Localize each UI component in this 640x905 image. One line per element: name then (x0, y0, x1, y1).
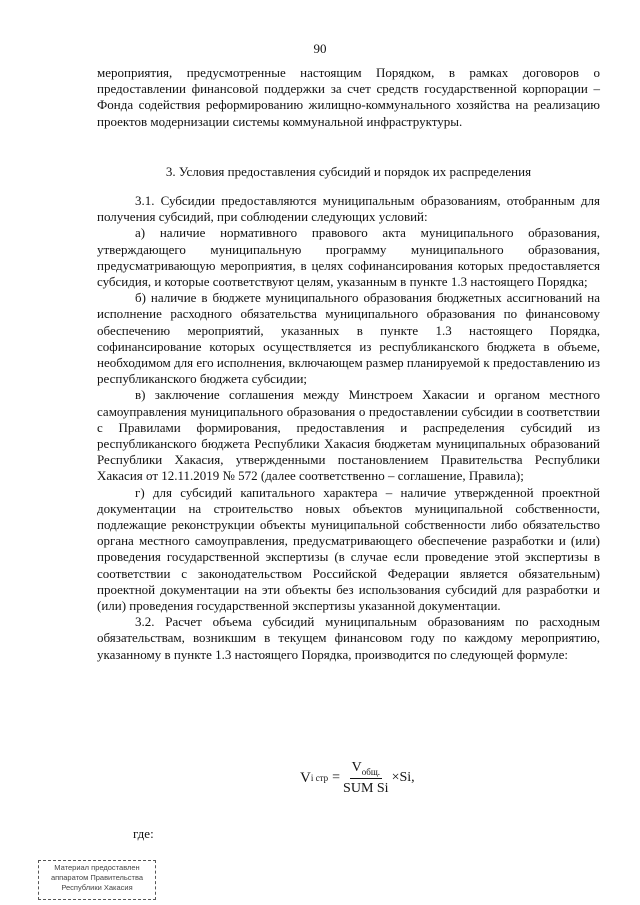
source-stamp (38, 860, 156, 900)
intro-paragraph-container (97, 65, 600, 130)
stamp-line: Материал предоставлен (54, 863, 140, 872)
subsidy-formula (300, 760, 415, 797)
intro-paragraph: мероприятия, предусмотренные настоящим Порядком, в рамках договоров о предоставлении финансовой поддержки за счет средств государственной корпорации – Фонда содействия реформированию жилищно-коммунального хозяйства на реализацию проектов модернизации системы коммунальной инфраструктуры. (97, 65, 600, 129)
formula-tail: ×Si, (391, 770, 415, 786)
conditions-text (97, 193, 600, 663)
condition-v: в) заключение соглашения между Минстроем Хакасии и органом местного самоуправления муниципального образования о предоставлении субсидии в соответствии с Правилами формирования, предоставления и распределения субсидий из республиканского бюджета Республики Хакасия бюджетам муниципальных образований Республики Хакасия, утвержденными постановлением Правительства Республики Хакасия от 12.11.2019 № 572 (далее соответственно – соглашение, Правила); (97, 387, 600, 484)
formula-lhs: V (300, 769, 311, 786)
stamp-line: Республики Хакасия (61, 883, 133, 892)
stamp-line: аппаратом Правительства (50, 873, 144, 882)
condition-g: г) для субсидий капитального характера – наличие утвержденной проектной документации на строительство новых объектов муниципальной собственности, подлежащие реконструкции объекты муниципальной собственности либо обязательство органа местного самоуправления, предусматривающего обеспечение разработки и (или) проведения государственной экспертизы (в случае если проведение этой экспертизы в соответствии с законодательством Российской Федерации является обязательным) проектной документации на эти объекты без использования субсидий для разработки и (или) проведения государственной экспертизы указанной документации. (97, 484, 600, 614)
formula-lhs-subscript: i стр (310, 773, 329, 784)
condition-b: б) наличие в бюджете муниципального образования бюджетных ассигнований на исполнение расходного обязательства муниципального образования по финансовому обеспечению мероприятий, указанных в пункте 1.3 настоящего Порядка, софинансирование которых осуществляется из республиканского бюджета в объеме, необходимом для его исполнения, включающем размер планируемой к предоставлению из республиканского бюджета субсидии; (97, 290, 601, 387)
formula-equals: = (332, 770, 341, 786)
where-label: где: (133, 826, 154, 841)
page-number: 90 (313, 41, 327, 56)
formula-denominator: SUM Si (343, 780, 389, 796)
section-heading: 3. Условия предоставления субсидий и порядок их распределения (165, 164, 532, 179)
paragraph-3-1: 3.1. Субсидии предоставляются муниципальным образованиям, отобранным для получения субсидий, при соблюдении следующих условий: (97, 193, 600, 225)
formula-fraction (343, 760, 389, 797)
formula-numerator: $V_{общ.}$ (351, 760, 380, 777)
paragraph-3-2: 3.2. Расчет объема субсидий муниципальным образованиям по расходным обязательствам, возникшим в текущем финансовом году по каждому мероприятию, указанному в пункте 1.3 настоящего Порядка, производится по следующей формуле: (97, 614, 600, 662)
condition-a: а) наличие нормативного правового акта муниципального образования, утверждающего муниципальную программу муниципального образования, предусматривающую мероприятия, в целях софинансирования которых предоставляется субсидия, и которые соответствуют целям, указанным в пункте 1.3 настоящего Порядка; (97, 225, 600, 290)
